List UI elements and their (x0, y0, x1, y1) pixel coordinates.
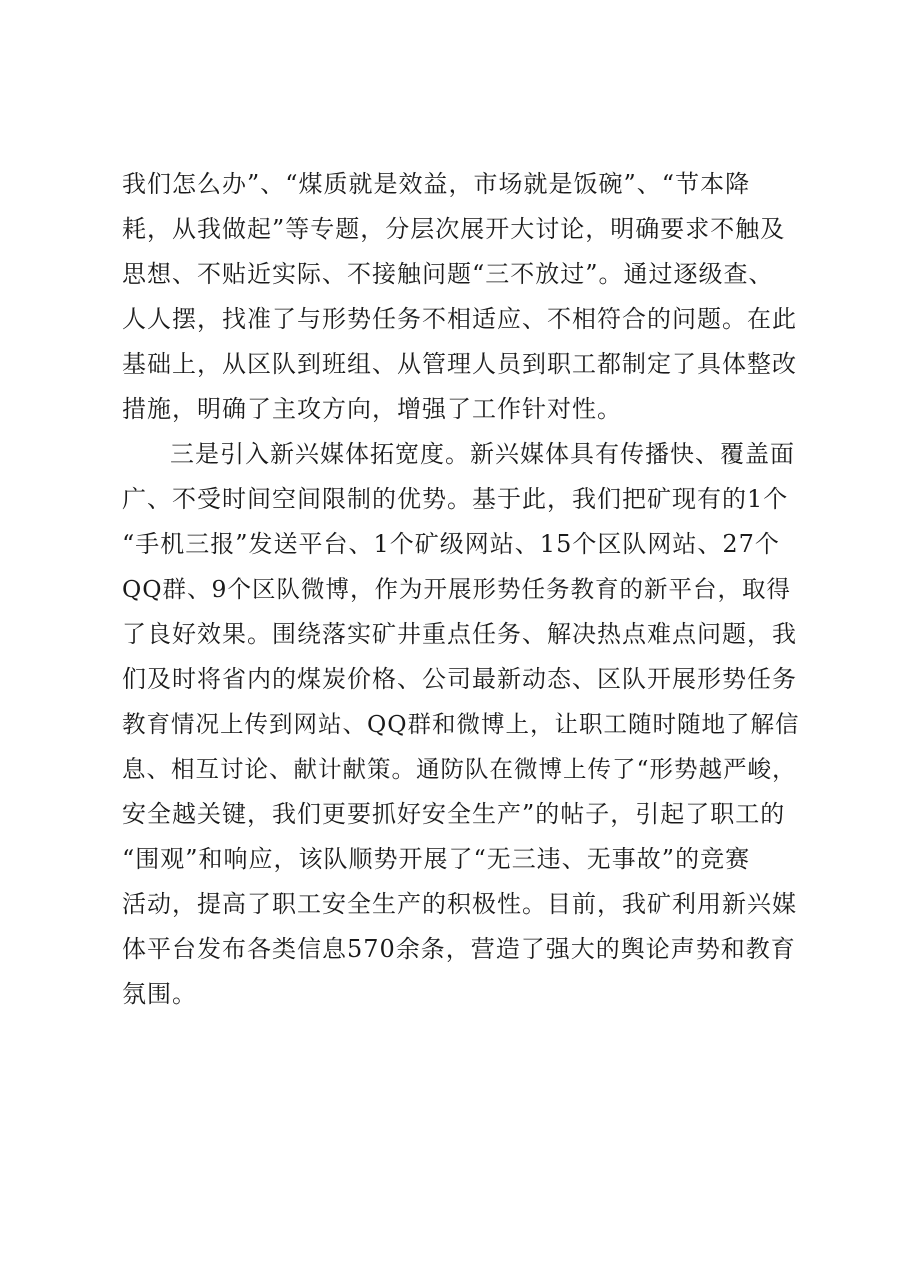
text-line: QQ群、9个区队微博，作为开展形势任务教育的新平台，取得 (122, 575, 791, 603)
text-line: 人人摆，找准了与形势任务不相适应、不相符合的问题。在此 (122, 305, 797, 333)
text-line: 氛围。 (122, 980, 197, 1008)
text-line: 思想、不贴近实际、不接触问题“三不放过”。通过逐级查、 (122, 260, 774, 288)
text-line: 我们怎么办”、“煤质就是效益，市场就是饭碗”、“节本降 (122, 170, 751, 198)
text-line: 教育情况上传到网站、QQ群和微博上，让职工随时随地了解信 (122, 710, 800, 738)
text-line: “围观”和响应，该队顺势开展了“无三违、无事故”的竞赛 (122, 845, 751, 873)
text-line: 广、不受时间空间限制的优势。基于此，我们把矿现有的1个 (122, 485, 789, 513)
text-line: 基础上，从区队到班组、从管理人员到职工都制定了具体整改 (122, 350, 797, 378)
text-line: 息、相互讨论、献计献策。通防队在微博上传了“形势越严峻， (122, 755, 797, 783)
text-line: 安全越关键，我们更要抓好安全生产”的帖子，引起了职工的 (122, 800, 786, 828)
text-line: “手机三报”发送平台、1个矿级网站、15个区队网站、27个 (122, 530, 780, 558)
text-line: 们及时将省内的煤炭价格、公司最新动态、区队开展形势任务 (122, 665, 797, 693)
text-line: 措施，明确了主攻方向，增强了工作针对性。 (122, 395, 622, 423)
paragraph-start-line: 三是引入新兴媒体拓宽度。新兴媒体具有传播快、覆盖面 (170, 440, 795, 468)
text-line: 了良好效果。围绕落实矿井重点任务、解决热点难点问题，我 (122, 620, 797, 648)
text-line: 活动，提高了职工安全生产的积极性。目前，我矿利用新兴媒 (122, 890, 797, 918)
text-line: 体平台发布各类信息570余条，营造了强大的舆论声势和教育 (122, 935, 796, 963)
text-line: 耗，从我做起”等专题，分层次展开大讨论，明确要求不触及 (122, 215, 786, 243)
